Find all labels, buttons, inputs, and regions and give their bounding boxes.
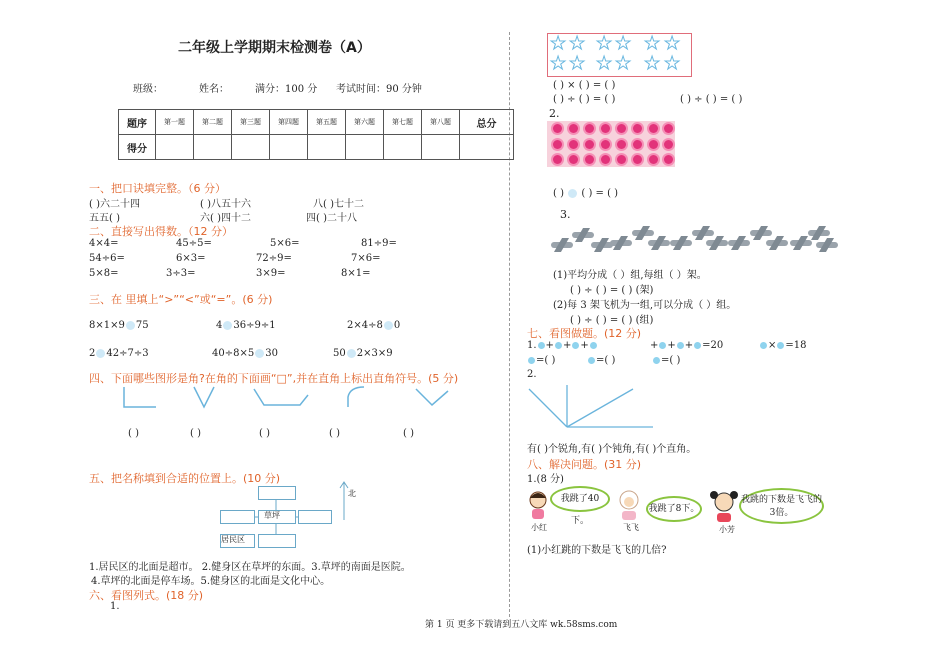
flower-icon — [664, 140, 673, 149]
star-icon: ★ — [596, 33, 613, 54]
s3-e-right: 30 — [265, 348, 278, 359]
plane-icon — [551, 242, 573, 248]
circle-symbol-icon — [760, 342, 767, 349]
flower-icon — [585, 124, 594, 133]
s3-item-e — [212, 348, 278, 359]
star-icon: ★ — [550, 53, 567, 74]
s3-a-left: 8×1×9 — [89, 320, 125, 331]
s2-r3-c4: 8×1= — [341, 268, 371, 279]
circle-symbol-icon — [555, 342, 562, 349]
compare-circle[interactable] — [255, 349, 264, 358]
s2-r2-c2: 6×3= — [176, 253, 206, 264]
s2-r2-c4: 7×6= — [351, 253, 381, 264]
plane-icon — [632, 230, 654, 236]
r-item-3: 3. — [560, 208, 571, 221]
r-eq-4-right: ( ) = ( ) — [581, 188, 619, 199]
angle-lines-figure — [527, 383, 657, 433]
s1-line1-b: ( )八五十六 — [200, 199, 251, 210]
s8-item-1: 1.(8 分) — [527, 474, 564, 485]
flower-icon — [617, 124, 626, 133]
flower-icon — [633, 155, 642, 164]
flower-icon — [553, 140, 562, 149]
map-slot-west[interactable] — [220, 510, 255, 524]
flower-icon — [649, 124, 658, 133]
angle-blank-5[interactable]: ( ) — [403, 428, 414, 439]
s3-item-d — [89, 348, 149, 359]
s2-r3-c3: 3×9= — [256, 268, 286, 279]
map-grass-label: 草坪 — [264, 511, 280, 520]
s7-row1-b: + + + =20 — [650, 340, 724, 351]
s3-item-a — [89, 320, 149, 331]
score-cell[interactable] — [384, 135, 422, 160]
s2-r2-c1: 54÷6= — [89, 253, 125, 264]
s7-item-2: 2. — [527, 369, 537, 380]
map-residence-label: 居民区 — [221, 535, 245, 544]
table-col: 第一题 — [156, 110, 194, 135]
plane-icon — [766, 240, 788, 246]
flower-icon — [553, 124, 562, 133]
compare-circle[interactable] — [96, 349, 105, 358]
s2-r3-c1: 5×8= — [89, 268, 119, 279]
north-label: 北 — [348, 489, 356, 498]
star-icon: ★ — [615, 53, 632, 74]
flower-icon — [601, 124, 610, 133]
angle-figure-2 — [194, 387, 214, 407]
plane-icon — [750, 230, 772, 236]
table-col: 第八题 — [422, 110, 460, 135]
plane-icon — [728, 240, 750, 246]
r-eq-1[interactable]: ( ) × ( ) = ( ) — [553, 80, 616, 91]
class-label: 班级： — [133, 84, 163, 95]
section-1-title: 一、把口诀填完整。（6 分） — [89, 182, 226, 195]
s7-m4: =( ) — [536, 355, 556, 366]
r-q1-eq[interactable]: ( ) ÷ ( ) = ( ) (架) — [570, 285, 654, 296]
s2-r3-c2: 3÷3= — [166, 268, 196, 279]
section-3-title: 三、在 里填上“>”“<”或“=”。(6 分) — [89, 293, 273, 306]
flower-icon — [601, 155, 610, 164]
circle-symbol-icon — [572, 342, 579, 349]
angle-figure-1 — [124, 387, 156, 407]
plane-icon — [790, 240, 812, 246]
flower-picture — [547, 121, 675, 167]
circle-symbol-icon — [677, 342, 684, 349]
plane-icon — [572, 232, 594, 238]
s2-r2-c3: 72÷9= — [256, 253, 292, 264]
s1-line2-b: 六( )四十二 — [200, 213, 251, 224]
exam-time-label: 考试时间：90 分钟 — [336, 84, 422, 95]
section-6-title: 六、看图列式。(18 分) — [89, 589, 204, 602]
flower-icon — [617, 140, 626, 149]
s3-d-left: 2 — [89, 348, 96, 359]
s1-line1-a: ( )六二十四 — [89, 199, 140, 210]
star-icon: ★ — [644, 53, 661, 74]
flower-icon — [664, 124, 673, 133]
score-cell[interactable] — [232, 135, 270, 160]
circle-symbol-icon — [653, 357, 660, 364]
table-total: 总分 — [460, 110, 514, 135]
circle-symbol-icon — [777, 342, 784, 349]
section-4-title: 四、下面哪些图形是角?在角的下面画“□”,并在直角上标出直角符号。(5 分) — [89, 372, 459, 385]
star-icon: ★ — [596, 53, 613, 74]
circle-symbol-icon — [528, 357, 535, 364]
flower-icon — [569, 124, 578, 133]
flower-icon — [569, 155, 578, 164]
map-slot-north[interactable] — [258, 486, 296, 500]
s7-row2-b[interactable] — [587, 355, 615, 366]
s7-row1-a: 1. + + + — [527, 340, 598, 351]
plane-icon — [808, 230, 830, 236]
flower-icon — [569, 140, 578, 149]
s5-clue-line1: 1.居民区的北面是超市。 2.健身区在草坪的东面。3.草坪的南面是医院。 — [89, 562, 411, 573]
s7-m2: =20 — [702, 340, 724, 351]
star-icon: ★ — [664, 53, 681, 74]
angle-figure-3 — [254, 389, 308, 405]
circle-symbol-icon — [694, 342, 701, 349]
s7-m5: =( ) — [596, 355, 616, 366]
page-footer: 第 1 页 更多下载请到五八文库 wk.58sms.com — [425, 620, 618, 630]
table-col: 第五题 — [308, 110, 346, 135]
circle-symbol-icon — [538, 342, 545, 349]
r-q1: (1)平均分成（ ）组,每组（ ）架。 — [553, 270, 707, 281]
star-icon: ★ — [664, 33, 681, 54]
girl-xiaohong-figure — [530, 492, 546, 519]
s3-item-f — [333, 348, 393, 359]
compare-circle[interactable] — [223, 321, 232, 330]
r-eq-4-left: ( ) — [553, 188, 564, 199]
star-icon: ★ — [615, 33, 632, 54]
section-5-title: 五、把名称填到合适的位置上。(10 分) — [89, 472, 281, 485]
table-col: 第三题 — [232, 110, 270, 135]
flower-icon — [585, 140, 594, 149]
plane-icon — [610, 240, 632, 246]
operator-circle[interactable] — [568, 189, 577, 198]
flower-icon — [617, 155, 626, 164]
table-col: 第七题 — [384, 110, 422, 135]
score-cell[interactable] — [346, 135, 384, 160]
table-col: 第六题 — [346, 110, 384, 135]
flower-icon — [664, 155, 673, 164]
star-picture — [547, 33, 692, 77]
bubble-2-text: 我跳了8下。 — [648, 504, 700, 514]
score-table — [118, 109, 514, 160]
flower-icon — [633, 124, 642, 133]
score-cell[interactable] — [194, 135, 232, 160]
circle-symbol-icon — [659, 342, 666, 349]
bubble-3-text: 我跳的下数是飞飞的3倍。 — [741, 495, 823, 518]
star-icon: ★ — [569, 53, 586, 74]
speech-bubble-2 — [646, 496, 702, 522]
circle-symbol-icon — [590, 342, 597, 349]
angle-blank-2[interactable]: ( ) — [190, 428, 201, 439]
child-name-xiaofang: 小芳 — [719, 525, 735, 534]
s3-c-left: 2×4÷8 — [347, 320, 383, 331]
section-7-title: 七、看图做题。(12 分) — [527, 327, 642, 340]
map-slot-south[interactable] — [258, 534, 296, 548]
s7-m6: =( ) — [661, 355, 681, 366]
child-name-feifei: 飞飞 — [623, 523, 639, 532]
speech-bubble-1 — [550, 486, 610, 526]
flower-icon — [585, 155, 594, 164]
r-q2-eq[interactable]: ( ) ÷ ( ) = ( ) (组) — [570, 315, 654, 326]
s3-item-c — [347, 320, 400, 331]
flower-icon — [649, 155, 658, 164]
s7-angles-question: 有( )个锐角,有( )个钝角,有( )个直角。 — [527, 444, 697, 455]
s3-f-right: 2×3×9 — [356, 348, 393, 359]
angle-figures — [118, 383, 453, 413]
angle-figure-5 — [416, 389, 448, 405]
table-header-order: 题序 — [119, 110, 156, 135]
full-score-label: 满分：100 分 — [255, 84, 318, 95]
angle-blank-4[interactable]: ( ) — [329, 428, 340, 439]
s7-row2-c[interactable] — [652, 355, 680, 366]
flower-icon — [649, 140, 658, 149]
s1-line1-c: 八( )七十二 — [313, 199, 364, 210]
speech-bubble-3 — [739, 488, 824, 524]
s3-b-left: 4 — [216, 320, 223, 331]
s2-r1-c4: 81÷9= — [361, 238, 397, 249]
s7-m1-label: 1. — [527, 340, 537, 351]
angle-blank-3[interactable]: ( ) — [259, 428, 270, 439]
angle-figure-4 — [348, 387, 364, 407]
s2-r1-c3: 5×6= — [270, 238, 300, 249]
r-eq-4[interactable] — [553, 188, 618, 199]
angle-blank-1[interactable]: ( ) — [128, 428, 139, 439]
s7-row2-a[interactable] — [527, 355, 555, 366]
girl-feifei-figure — [620, 491, 638, 520]
r-item-2: 2. — [549, 107, 560, 120]
score-cell[interactable] — [270, 135, 308, 160]
table-col: 第二题 — [194, 110, 232, 135]
s3-d-right: 42÷7÷3 — [106, 348, 149, 359]
s1-line2-a: 五五( ) — [89, 213, 120, 224]
compare-circle[interactable] — [347, 349, 356, 358]
s2-r1-c1: 4×4= — [89, 238, 119, 249]
s5-clue-line2: 4.草坪的北面是停车场。5.健身区的北面是文化中心。 — [91, 576, 331, 587]
name-label: 姓名： — [199, 84, 229, 95]
flower-icon — [553, 155, 562, 164]
s3-item-b — [216, 320, 276, 331]
star-icon: ★ — [550, 33, 567, 54]
s3-e-left: 40÷8×5 — [212, 348, 255, 359]
compare-circle[interactable] — [126, 321, 135, 330]
flower-icon — [601, 140, 610, 149]
plane-icon — [816, 242, 838, 248]
star-icon: ★ — [644, 33, 661, 54]
bubble-1-text: 我跳了40下。 — [560, 494, 600, 526]
section-2-title: 二、直接写出得数。（12 分） — [89, 225, 233, 238]
r-q2: (2)每 3 架飞机为一组,可以分成（ ）组。 — [553, 300, 737, 311]
s1-line2-c: 四( )二十八 — [306, 213, 357, 224]
plane-icon — [670, 240, 692, 246]
score-cell[interactable] — [156, 135, 194, 160]
score-cell-total[interactable] — [460, 135, 514, 160]
circle-symbol-icon — [588, 357, 595, 364]
s3-b-right: 36÷9÷1 — [233, 320, 276, 331]
s7-row1-c: × =18 — [759, 340, 807, 351]
map-slot-east[interactable] — [298, 510, 332, 524]
star-icon: ★ — [569, 33, 586, 54]
girl-xiaofang-figure — [710, 491, 738, 522]
table-col: 第四题 — [270, 110, 308, 135]
plane-icon — [692, 230, 714, 236]
section-8-title: 八、解决问题。(31 分) — [527, 458, 642, 471]
s2-r1-c2: 45÷5= — [176, 238, 212, 249]
s3-c-right: 0 — [393, 320, 401, 331]
s3-a-right: 75 — [135, 320, 149, 331]
table-header-score: 得分 — [119, 135, 156, 160]
score-cell[interactable] — [422, 135, 460, 160]
flower-icon — [633, 140, 642, 149]
s7-m3: =18 — [785, 340, 807, 351]
s3-f-left: 50 — [333, 348, 346, 359]
page-title: 二年级上学期期末检测卷（A） — [178, 40, 371, 56]
child-name-xiaohong: 小红 — [531, 523, 547, 532]
plane-icon — [706, 240, 728, 246]
compare-circle[interactable] — [384, 321, 393, 330]
plane-icon — [648, 240, 670, 246]
r-eq-3[interactable]: ( ) ÷ ( ) = ( ) — [680, 94, 743, 105]
s8-question-1: (1)小红跳的下数是飞飞的几倍? — [527, 545, 667, 556]
r-eq-2[interactable]: ( ) ÷ ( ) = ( ) — [553, 94, 616, 105]
s6-item-1: 1. — [110, 601, 120, 612]
score-cell[interactable] — [308, 135, 346, 160]
